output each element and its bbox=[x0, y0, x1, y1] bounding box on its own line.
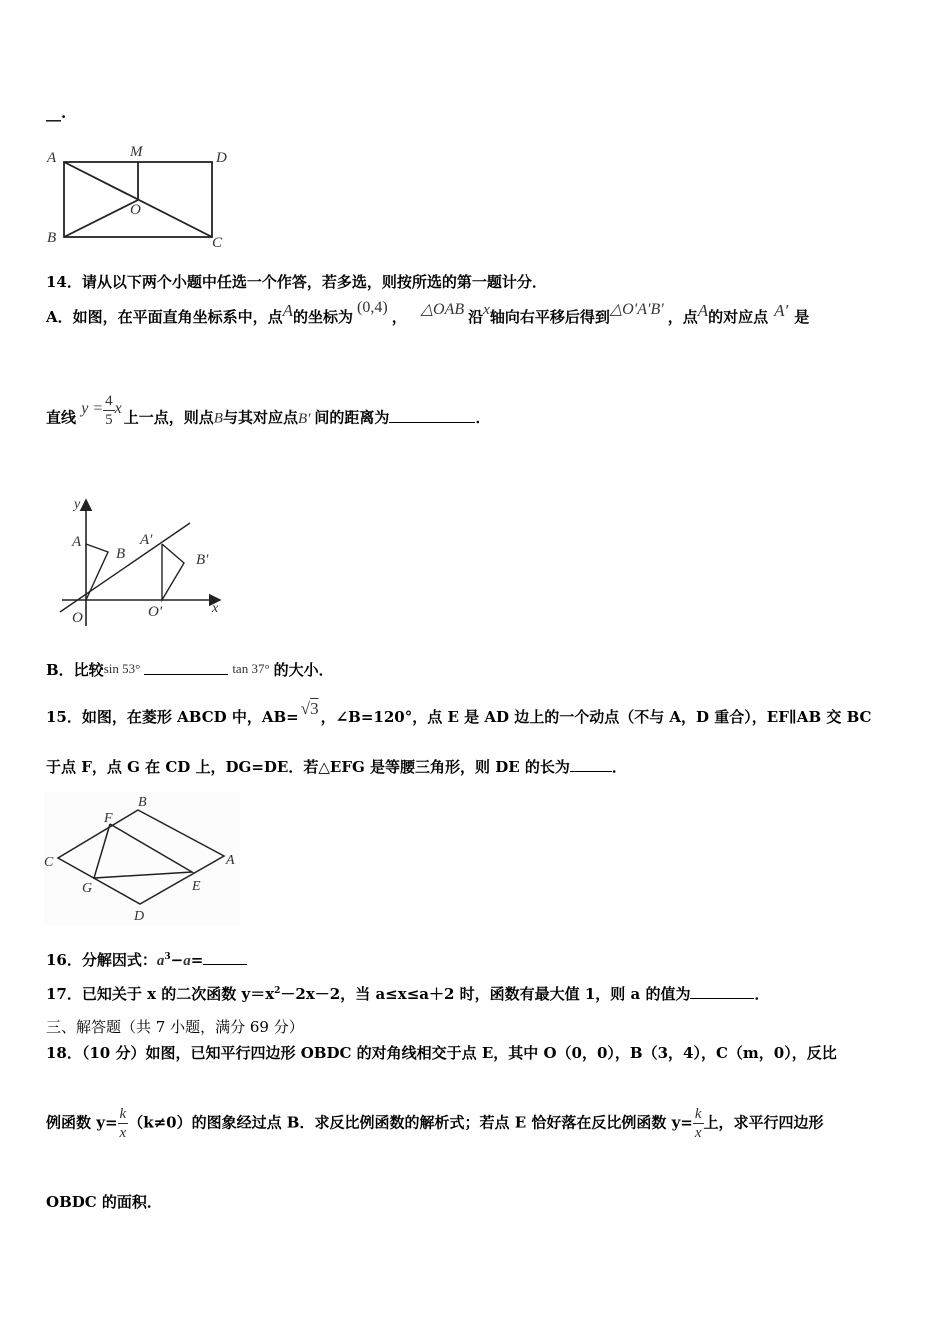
section-heading: 三、解答题（共 7 小题，满分 69 分） bbox=[46, 1018, 304, 1036]
q16: 16．分解因式：$a^3-a=$ bbox=[46, 949, 247, 970]
label-E: E bbox=[192, 879, 201, 894]
answer-blank-q14a[interactable] bbox=[389, 408, 475, 423]
answer-blank-q15[interactable] bbox=[570, 757, 612, 772]
q14-part-a-line: A．如图，在平面直角坐标系中，点A的坐标为(0,4)， △OAB 沿x轴向右平移后得到△O′A′B′ ，点A的对应点 A′ 是 bbox=[46, 299, 810, 326]
label-B-prime: B′ bbox=[196, 552, 209, 568]
label-C: C bbox=[44, 855, 54, 870]
answer-blank-q17[interactable] bbox=[690, 984, 754, 999]
label-F: F bbox=[104, 811, 113, 826]
answer-blank-q14b[interactable] bbox=[144, 660, 228, 675]
label-y: y bbox=[74, 497, 81, 512]
label-D: D bbox=[134, 909, 145, 924]
label-C: C bbox=[212, 235, 223, 251]
q14-part-b: B．比较sin 53° tan 37° 的大小． bbox=[46, 661, 334, 679]
figure-rectangle-abcd bbox=[40, 140, 240, 252]
label-G: G bbox=[82, 881, 93, 896]
label-M: M bbox=[130, 144, 143, 160]
label-D: D bbox=[216, 150, 227, 166]
q18-line1: 18．（10 分）如图，已知平行四边形 OBDC 的对角线相交于点 E，其中 O（0，0），B（3，4），C（m，0），反比 bbox=[46, 1044, 837, 1062]
q15-line2: 于点 F，点 G 在 CD 上，DG=DE．若△EFG 是等腰三角形，则 DE 的长为 ． bbox=[46, 758, 627, 776]
q17: 17．已知关于 x 的二次函数 $y=x^2-2x-2$，当 a≤x≤a＋2 时，函数有最大值 1，则 a 的值为 ． bbox=[46, 985, 770, 1003]
label-A: A bbox=[226, 853, 235, 868]
label-A: A bbox=[47, 150, 57, 166]
label-x: x bbox=[212, 601, 219, 616]
label-A-prime: A′ bbox=[140, 532, 153, 548]
q15-line1: 15．如图，在菱形 ABCD 中，AB= √3 ，∠B=120°，点 E 是 AD 边上的一个动点（不与 A，D 重合），EF∥AB 交 BC bbox=[46, 699, 872, 726]
answer-blank-q16[interactable] bbox=[203, 950, 247, 965]
label-B: B bbox=[47, 230, 57, 246]
figure-rhombus bbox=[44, 792, 240, 926]
q14-part-a-line2: 直线 y = $\frac{4}{5}$ x上一点，则点B与其对应点B′ 间的距离为 ． bbox=[46, 393, 491, 428]
q18-line3: OBDC 的面积． bbox=[46, 1193, 162, 1211]
top-fragment: __. bbox=[46, 104, 67, 122]
label-O-prime: O′ bbox=[148, 604, 163, 620]
q14-intro: 14．请从以下两个小题中任选一个作答，若多选，则按所选的第一题计分． bbox=[46, 273, 547, 291]
label-A: A bbox=[72, 534, 82, 550]
label-B: B bbox=[116, 546, 126, 562]
figure-coordinate-translation bbox=[56, 488, 236, 628]
q18-line2: 例函数 y= $\frac{k}{x}$ （k≠0）的图象经过点 B．求反比例函数的解析式；若点 E 恰好落在反比例函数 y= $\frac{k}{x}$ 上，求平行四边形 bbox=[46, 1106, 824, 1141]
label-B: B bbox=[138, 795, 147, 810]
label-O: O bbox=[72, 610, 83, 626]
label-O: O bbox=[130, 202, 141, 218]
